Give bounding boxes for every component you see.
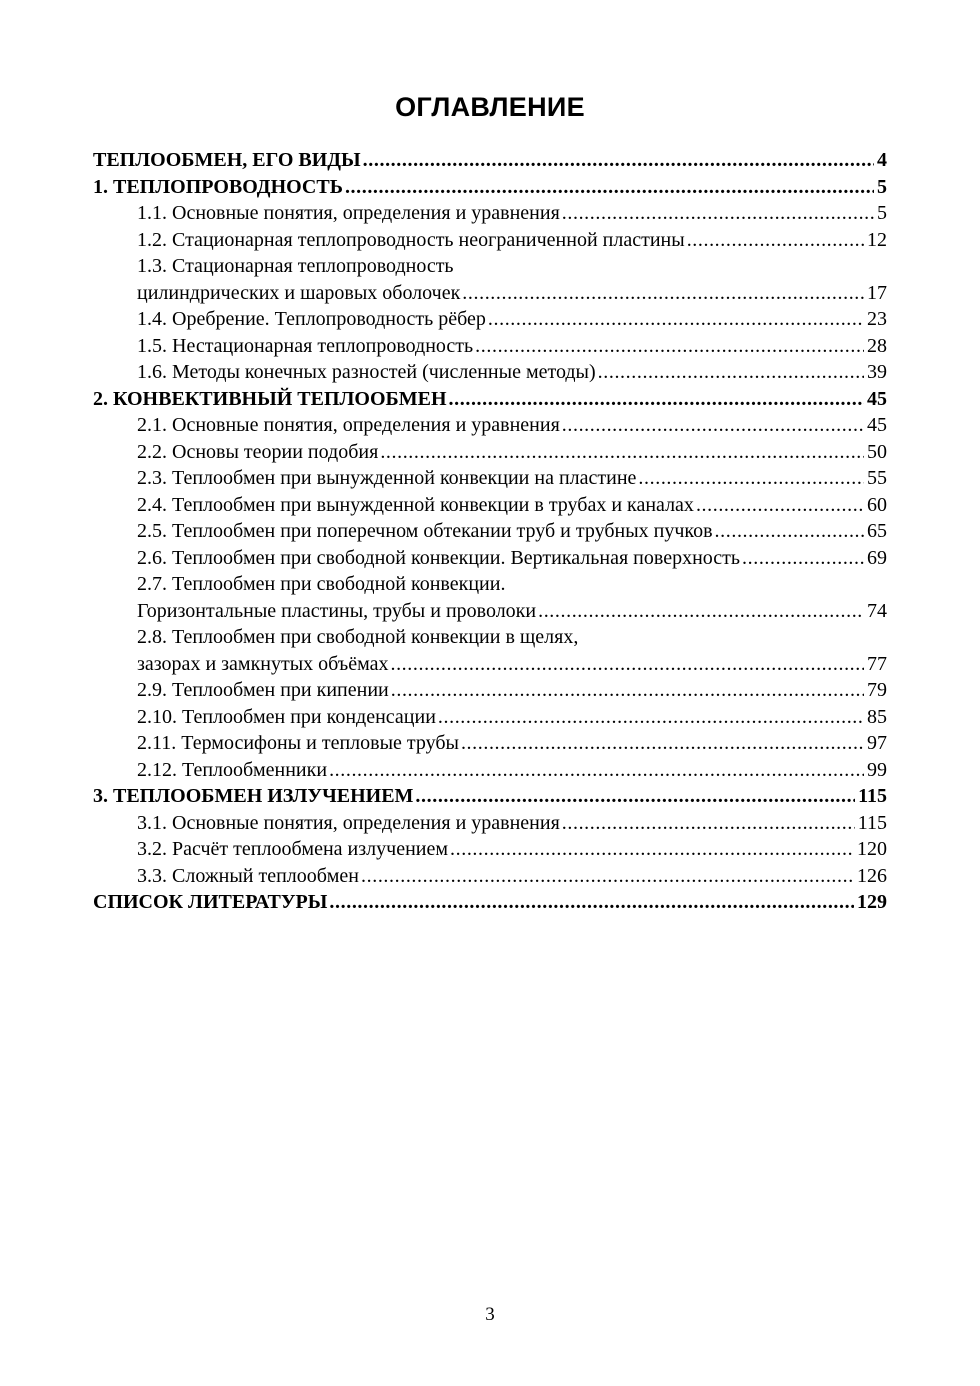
toc-entry-1-6[interactable]	[93, 359, 887, 386]
toc-leader	[415, 783, 855, 810]
toc-label: Горизонтальные пластины, трубы и проволоки	[137, 599, 537, 622]
toc-leader	[380, 439, 864, 466]
toc-page: 79	[867, 679, 887, 701]
toc-page: 85	[867, 705, 887, 728]
toc-entry-2-6[interactable]	[93, 545, 887, 572]
toc-page: 5	[877, 202, 887, 224]
toc-label: 2.3. Теплообмен при вынужденной конвекции на пластине	[137, 467, 637, 489]
toc-entry-3-3[interactable]	[93, 863, 887, 890]
toc-leader	[462, 280, 864, 307]
toc-label: 2.5. Теплообмен при поперечном обтекании труб и трубных пучков	[137, 520, 713, 542]
toc-label: 1.6. Методы конечных разностей (численные методы)	[137, 361, 596, 383]
toc-entry-heat-exchange[interactable]	[93, 147, 887, 174]
page-title: ОГЛАВЛЕНИЕ	[395, 92, 585, 122]
table-of-contents	[93, 147, 887, 916]
toc-entry-chapter-2[interactable]	[93, 386, 887, 413]
toc-label: 2.10. Теплообмен при конденсации	[137, 705, 436, 728]
toc-leader	[329, 757, 864, 784]
toc-leader	[390, 651, 864, 678]
toc-label: 2.11. Термосифоны и тепловые трубы	[137, 732, 459, 754]
toc-label: 3.3. Сложный теплообмен	[137, 864, 360, 887]
toc-leader	[345, 174, 874, 201]
toc-label: цилиндрических и шаровых оболочек	[137, 281, 461, 304]
toc-leader	[742, 545, 864, 572]
toc-entry-2-9[interactable]	[93, 677, 887, 704]
toc-label: 3.2. Расчёт теплообмена излучением	[137, 838, 449, 860]
toc-label: 1.1. Основные понятия, определения и уравнения	[137, 202, 560, 224]
toc-page: 69	[867, 546, 887, 569]
toc-entry-2-1[interactable]	[93, 412, 887, 439]
toc-leader	[391, 677, 864, 704]
toc-entry-2-8[interactable]	[93, 651, 887, 678]
toc-leader	[687, 227, 864, 254]
toc-label: 2.1. Основные понятия, определения и уравнения	[137, 414, 560, 436]
toc-page: 115	[857, 811, 887, 834]
toc-entry-chapter-3[interactable]	[93, 783, 887, 810]
toc-leader	[450, 836, 854, 863]
toc-leader	[475, 333, 864, 360]
toc-entry-2-7[interactable]	[93, 598, 887, 625]
toc-leader	[638, 465, 864, 492]
toc-page: 126	[857, 864, 887, 887]
toc-page: 5	[877, 175, 887, 198]
toc-page: 99	[867, 758, 887, 781]
toc-page: 55	[867, 467, 887, 489]
toc-entry-chapter-1[interactable]	[93, 174, 887, 201]
toc-label: зазорах и замкнутых объёмах	[137, 652, 389, 675]
toc-label: 2.2. Основы теории подобия	[137, 440, 379, 463]
toc-entry-1-1[interactable]	[93, 200, 887, 227]
toc-page: 45	[867, 414, 887, 436]
toc-page: 120	[857, 838, 887, 860]
toc-leader	[363, 147, 874, 174]
toc-page: 60	[867, 493, 887, 516]
toc-entry-2-11[interactable]	[93, 730, 887, 757]
toc-leader	[488, 306, 864, 333]
toc-leader	[562, 412, 864, 439]
toc-entry-2-4[interactable]	[93, 492, 887, 519]
toc-leader	[329, 889, 854, 916]
toc-page: 17	[867, 281, 887, 304]
toc-leader	[461, 730, 864, 757]
toc-page: 50	[867, 440, 887, 463]
toc-label: 2.9. Теплообмен при кипении	[137, 679, 389, 701]
toc-page: 39	[867, 361, 887, 383]
toc-entry-3-2[interactable]	[93, 836, 887, 863]
toc-entry-2-2[interactable]	[93, 439, 887, 466]
toc-leader	[449, 386, 864, 413]
toc-entry-1-5[interactable]	[93, 333, 887, 360]
toc-entry-1-2[interactable]	[93, 227, 887, 254]
toc-label: 2.4. Теплообмен при вынужденной конвекции в трубах и каналах	[137, 493, 694, 516]
toc-entry-3-1[interactable]	[93, 810, 887, 837]
toc-leader	[562, 810, 855, 837]
toc-label: 1.4. Оребрение. Теплопроводность рёбер	[137, 308, 486, 330]
toc-entry-1-4[interactable]	[93, 306, 887, 333]
toc-leader	[538, 598, 864, 625]
toc-entry-2-12[interactable]	[93, 757, 887, 784]
toc-label: 1. ТЕПЛОПРОВОДНОСТЬ	[93, 175, 343, 198]
toc-page: 4	[877, 149, 887, 171]
toc-entry-bibliography[interactable]	[93, 889, 887, 916]
toc-entry-1-3[interactable]	[93, 280, 887, 307]
toc-entry-1-3-first-line[interactable]: 1.3. Стационарная теплопроводность	[137, 255, 454, 277]
toc-page: 97	[867, 732, 887, 754]
toc-page: 74	[867, 599, 887, 622]
toc-label: 1.5. Нестационарная теплопроводность	[137, 334, 474, 357]
toc-page: 129	[857, 891, 887, 913]
toc-label: 1.2. Стационарная теплопроводность неограниченной пластины	[137, 228, 685, 251]
page-number: 3	[485, 1304, 495, 1325]
toc-page: 65	[867, 520, 887, 542]
toc-page: 77	[867, 652, 887, 675]
toc-entry-2-10[interactable]	[93, 704, 887, 731]
toc-leader	[715, 518, 864, 545]
toc-leader	[598, 359, 864, 386]
toc-label: ТЕПЛООБМЕН, ЕГО ВИДЫ	[93, 149, 361, 171]
toc-label: 2.6. Теплообмен при свободной конвекции. Вертикальная поверхность	[137, 546, 741, 569]
toc-page: 115	[858, 785, 887, 807]
toc-entry-2-8-first-line[interactable]: 2.8. Теплообмен при свободной конвекции в щелях,	[137, 626, 579, 648]
toc-leader	[562, 200, 874, 227]
toc-leader	[696, 492, 864, 519]
toc-entry-2-5[interactable]	[93, 518, 887, 545]
toc-label: 2.12. Теплообменники	[137, 758, 328, 781]
toc-leader	[361, 863, 854, 890]
toc-label: 2. КОНВЕКТИВНЫЙ ТЕПЛООБМЕН	[93, 387, 447, 410]
toc-entry-2-3[interactable]	[93, 465, 887, 492]
toc-page: 12	[867, 228, 887, 251]
toc-page: 23	[867, 308, 887, 330]
toc-entry-2-7-first-line[interactable]: 2.7. Теплообмен при свободной конвекции.	[137, 573, 506, 595]
toc-page: 28	[867, 334, 887, 357]
toc-label: 3. ТЕПЛООБМЕН ИЗЛУЧЕНИЕМ	[93, 785, 414, 807]
toc-page: 45	[867, 387, 887, 410]
toc-label: 3.1. Основные понятия, определения и уравнения	[137, 811, 560, 834]
toc-label: СПИСОК ЛИТЕРАТУРЫ	[93, 891, 328, 913]
toc-leader	[438, 704, 864, 731]
